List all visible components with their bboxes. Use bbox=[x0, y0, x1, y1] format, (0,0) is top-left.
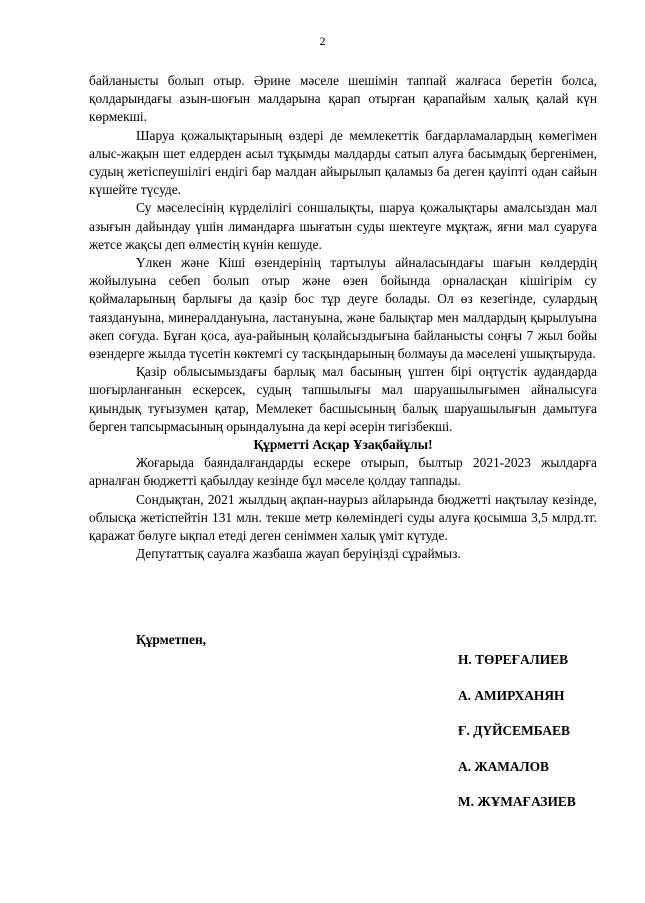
paragraph-7: Сондықтан, 2021 жылдың ақпан-наурыз айларында бюджетті нақтылау кезінде, облысқа жетіспейтін 131 млн. текше метр көлеміндегі суды алуға қосымша 3,5 млрд.тг. қаражат бөлуге ықпал етеді деген сеніммен халық үміт күтуде. bbox=[89, 491, 597, 544]
letter-body bbox=[89, 72, 597, 563]
signatory-name: Н. ТӨРЕҒАЛИЕВ bbox=[458, 652, 569, 667]
signatory-list bbox=[458, 651, 576, 829]
paragraph-8: Депутаттық сауалға жазбаша жауап беруіңізді сұраймыз. bbox=[136, 546, 461, 562]
paragraph-6: Жоғарыда баяндалғандарды ескере отырып, былтыр 2021-2023 жылдарға арналған бюджетті қабылдау кезінде бұл мәселе қолдау таппады. bbox=[89, 455, 597, 489]
salutation-address: Құрметті Асқар Ұзақбайұлы! bbox=[253, 437, 433, 453]
signatory-name: Ғ. ДҮЙСЕМБАЕВ bbox=[458, 723, 570, 738]
signatory-name: А. АМИРХАНЯН bbox=[458, 687, 565, 703]
paragraph-5: Қазір облысымыздағы барлық мал басының үштен бірі оңтүстік аудандарда шоғырланғанын ескерсек, судың тапшылығы мал шаруашылығымен айналысуға қиындық туғызумен қатар, Мемлекет басшысының балық шаруашылығын дамытуға берген тапсырмасының орындалуына да кері әсерін тигізбекші. bbox=[89, 364, 597, 434]
paragraph-4: Үлкен және Кіші өзендерінің тартылуы айналасындағы шағын көлдердің жойылуына себеп болып отыр және өзен бойында орналасқан кішігірім су қоймаларының барлығы да қазір бос тұр деуге болады. Ол өз кезегінде, сулардың таяздануына, минералдануына, ластануына, және балықтар мен малдардың қырылуына әкеп соғуда. Бұған қоса, ауа-райының қолайсыздығына байланысты соңғы 7 жыл бойы өзендерге жылда түсетін көктемгі су тасқындарының болмауы да мәселені ушықтыруда. bbox=[89, 255, 597, 362]
paragraph-2: Шаруа қожалықтарының өздері де мемлекеттік бағдарламалардың көмегімен алыс-жақын шет елдерден асыл тұқымды малдарды сатып алуға басымдық бергенімен, судың жетіспеушілігі ендігі бар малдан айырылып қаламыз ба деген қауіпті одан сайын күшейте түсуде. bbox=[89, 127, 597, 198]
signatory-name: А. ЖАМАЛОВ bbox=[458, 758, 549, 774]
closing-salutation: Құрметпен, bbox=[136, 632, 207, 647]
page-number: 2 bbox=[319, 34, 326, 48]
paragraph-1: байланысты болып отыр. Әрине мәселе шешімін таппай жалғаса беретін болса, қолдарындағы азын-шоғын малдарына қарап отырған қарапайым халық қалай күн көрмекші. bbox=[89, 73, 597, 125]
paragraph-3: Су мәселесінің күрделілігі соншалықты, шаруа қожалықтары амалсыздан мал азығын дайындау үшін лимандарға шығатын суды шектеуге мұқтаж, яғни мал суаруға жетсе жақсы деп өлместің күнін кешуде. bbox=[89, 200, 597, 252]
signatory-name: М. ЖҰМАҒАЗИЕВ bbox=[458, 794, 576, 809]
